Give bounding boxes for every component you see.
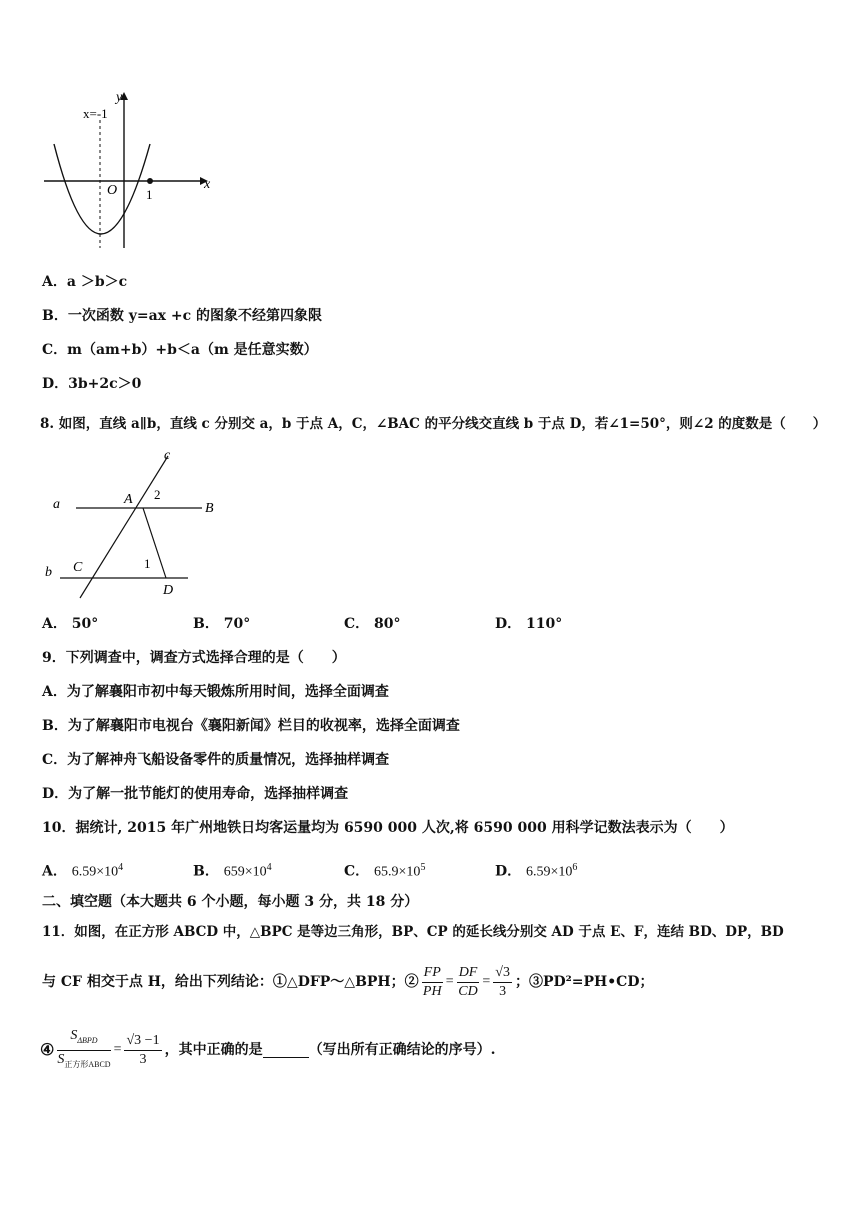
line-c [80,456,168,598]
q9-option-b: B．为了解襄阳市电视台《襄阳新闻》栏目的收视率，选择全面调查 [42,718,460,734]
label-angle1: 1 [144,556,151,571]
parabola-curve [54,144,150,234]
q9-option-c: C．为了解神舟飞船设备零件的质量情况，选择抽样调查 [42,752,390,768]
symmetry-label: x=-1 [83,106,108,121]
q8-stem: 8. 如图，直线 a∥b，直线 c 分别交 a，b 于点 A，C，∠BAC 的平分线交直线 b 于点 D，若∠1=50°，则∠2 的度数是（ ） [40,416,827,432]
answer-blank[interactable] [263,1043,309,1058]
q7-option-a: A．a ＞b＞c [42,274,128,290]
root-point [147,178,153,184]
q8-geometry-figure [40,442,240,602]
q7-option-c: C．m（am+b）+b＜a（m 是任意实数） [42,342,318,358]
q9-option-d: D．为了解一批节能灯的使用寿命，选择抽样调查 [42,786,349,802]
q10-stem: 10．据统计, 2015 年广州地铁日均客运量均为 6590 000 人次,将 6590 000 用科学记数法表示为（ ） [42,820,734,836]
label-A: A [124,492,133,507]
label-B: B [205,501,214,516]
fraction-area-ratio: $\frac{S_{\Delta BPD}}{S_{正方形ABCD}}$ [57,1027,111,1069]
q7-parabola-graph [40,88,220,258]
q11-line2: 与 CF 相交于点 H，给出下列结论：①△DFP～△BPH；② $\frac{FP}{PH}$ = $\frac{DF}{CD}$ = $\frac{√3}{3}$ ；③PD²=PH•CD； [42,964,654,999]
q8-option-b: B． 70° [193,616,251,632]
q8-option-d: D． 110° [495,616,563,632]
label-b: b [45,565,52,580]
q8-option-a: A． 50° [42,616,99,632]
label-c: c [164,448,171,463]
q7-option-b: B．一次函数 y=ax +c 的图象不经第四象限 [42,308,323,324]
y-axis-label: y [116,90,123,105]
q9-stem: 9．下列调查中，调查方式选择合理的是（ ） [42,650,346,666]
x-axis-label: x [204,177,211,192]
origin-label: O [107,183,118,198]
fraction-df-cd: $\frac{DF}{CD}$ [458,964,478,999]
q9-option-a: A．为了解襄阳市初中每天锻炼所用时间，选择全面调查 [42,684,389,700]
fraction-fp-ph: $\frac{FP}{PH}$ [422,964,442,999]
q10-option-c: C． $65.9\times 10^5$ [344,862,426,880]
q7-option-d: D．3b+2c＞0 [42,376,142,392]
label-C: C [73,560,83,575]
fraction-sqrt3-minus1-over3: $\frac{√3 -1}{3}$ [126,1032,160,1067]
label-angle2: 2 [154,487,161,502]
q8-option-c: C． 80° [344,616,401,632]
q11-line1: 11．如图，在正方形 ABCD 中，△BPC 是等边三角形，BP、CP 的延长线分别交 AD 于点 E、F，连结 BD、DP，BD [42,924,784,940]
label-a: a [53,497,60,512]
q10-option-b: B． $659\times 10^4$ [193,862,272,880]
q10-option-a: A． $6.59\times 10^4$ [42,862,124,880]
q10-option-d: D． $6.59\times 10^6$ [495,862,578,880]
label-D: D [163,583,174,598]
section-heading: 二、填空题（本大题共 6 个小题，每小题 3 分，共 18 分） [42,894,419,910]
fraction-sqrt3-3: $\frac{√3}{3}$ [495,964,510,999]
root-label: 1 [146,187,153,202]
q11-line3: ④ $\frac{S_{\Delta BPD}}{S_{正方形ABCD}}$ = $\frac{√3 -1}{3}$ ，其中正确的是 （写出所有正确结论的序号）. [40,1026,495,1074]
